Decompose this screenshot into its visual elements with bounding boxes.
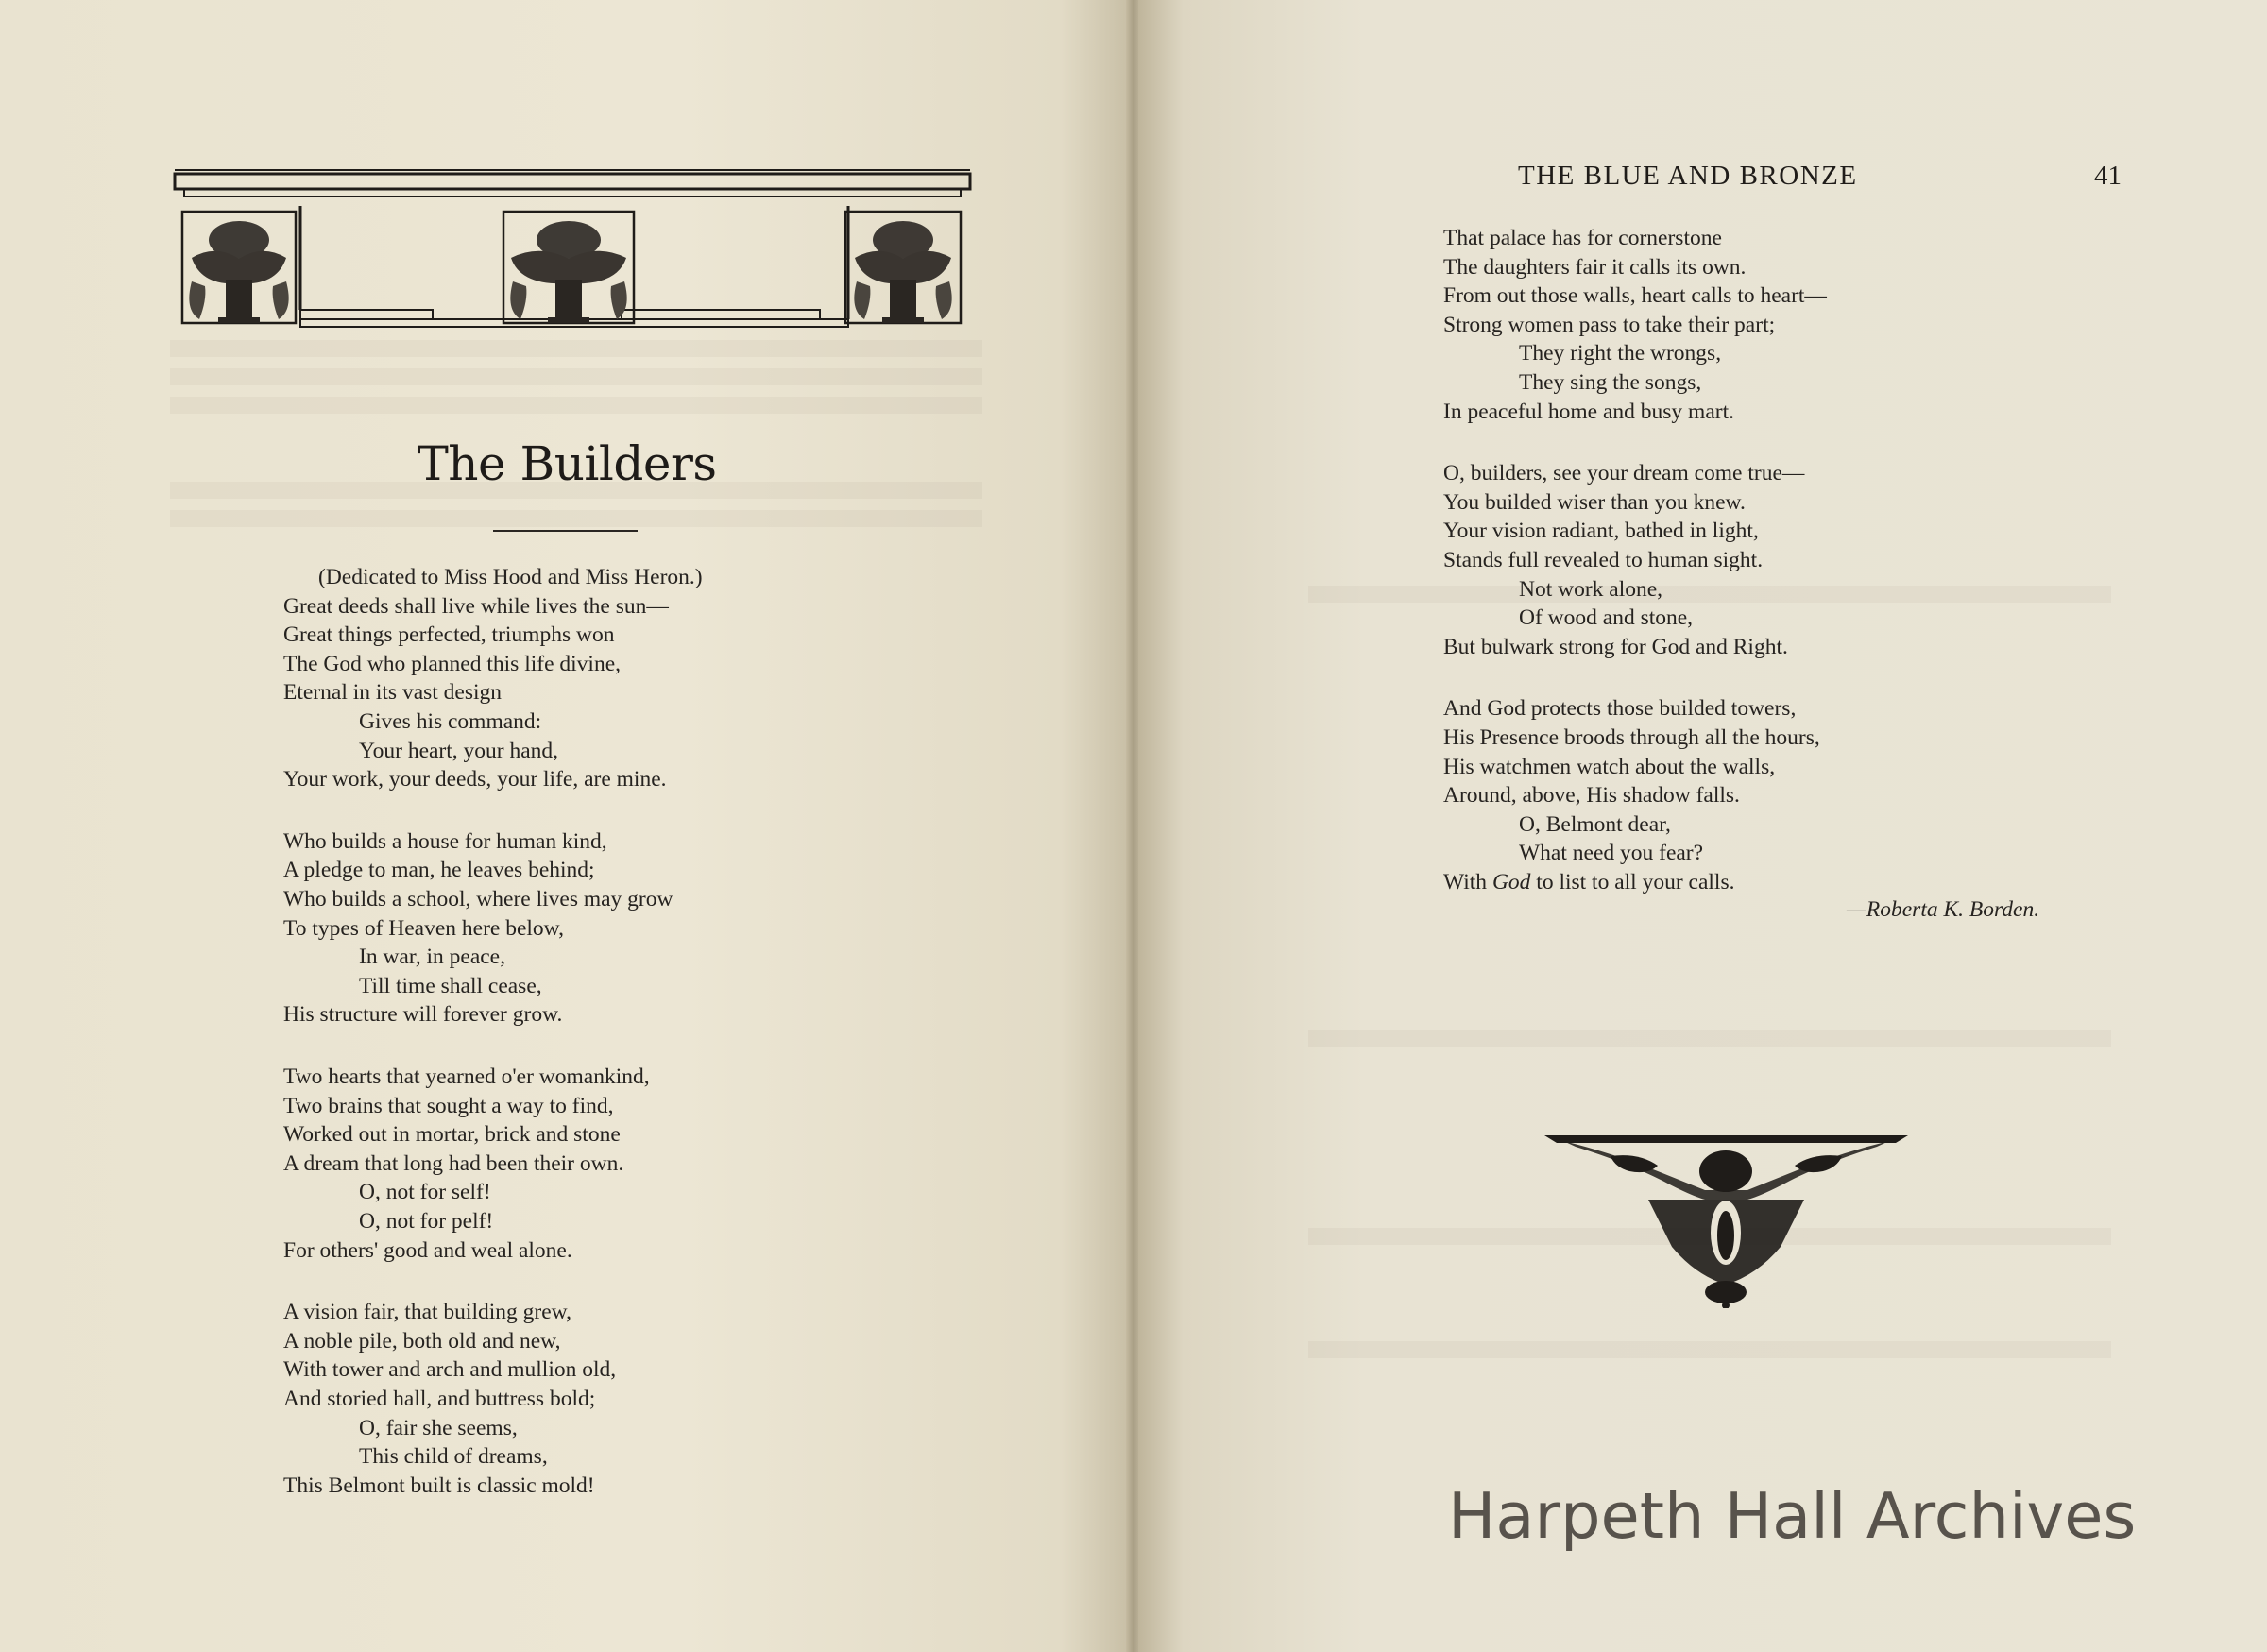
poem-line: The God who planned this life divine,: [283, 651, 621, 676]
poem-line: A dream that long had been their own.: [283, 1150, 624, 1176]
poem-line: O, not for self!: [359, 1180, 491, 1205]
poem-line: Your heart, your hand,: [359, 738, 559, 763]
poem-line: And storied hall, and buttress bold;: [283, 1387, 596, 1411]
poem-line: Two hearts that yearned o'er womankind,: [283, 1064, 650, 1089]
poem-line: With tower and arch and mullion old,: [283, 1357, 617, 1383]
poem-title: The Builders: [417, 436, 717, 491]
poem-line: And God protects those builded towers,: [1443, 696, 1797, 722]
poem-line: Who builds a school, where lives may grow: [283, 887, 673, 911]
poem-line: Great deeds shall live while lives the sun—: [283, 593, 669, 619]
poem-line: O, Belmont dear,: [1519, 811, 1671, 837]
poem-line: But bulwark strong for God and Right.: [1443, 634, 1788, 659]
poem-dedication: (Dedicated to Miss Hood and Miss Heron.): [318, 565, 703, 589]
poem-line: For others' good and weal alone.: [283, 1237, 572, 1263]
urn-ornament-right: [845, 212, 961, 323]
poem-line: What need you fear?: [1519, 841, 1704, 866]
poem-line: Of wood and stone,: [1519, 605, 1694, 631]
poem-line: Around, above, His shadow falls.: [1443, 783, 1740, 809]
poem-line: Stands full revealed to human sight.: [1443, 548, 1764, 572]
poem-line: Eternal in its vast design: [283, 680, 503, 706]
poem-line: Till time shall cease,: [359, 973, 542, 998]
page-number: 41: [2094, 161, 2122, 191]
poem-line: Great things perfected, triumphs won: [283, 622, 615, 648]
poem-line: This child of dreams,: [359, 1444, 548, 1470]
poem-line: Not work alone,: [1519, 576, 1663, 602]
line-italic-word: God: [1491, 870, 1531, 894]
poem-line: This Belmont built is classic mold!: [283, 1473, 595, 1498]
poem-signature: —Roberta K. Borden.: [1847, 897, 2040, 922]
urn-ornament-center: [503, 212, 634, 323]
line-text: to list to all your calls.: [1530, 870, 1735, 894]
poem-line: That palace has for cornerstone: [1443, 226, 1722, 250]
poem-line: His watchmen watch about the walls,: [1443, 754, 1776, 779]
poem-line: In war, in peace,: [359, 945, 505, 970]
poem-line: Two brains that sought a way to find,: [283, 1093, 614, 1118]
poem-line: Strong women pass to take their part;: [1443, 312, 1776, 337]
poem-line: Worked out in mortar, brick and stone: [283, 1122, 621, 1148]
ornamental-header-illustration: [173, 168, 972, 333]
poem-line: They sing the songs,: [1519, 370, 1702, 395]
line-text: With: [1443, 870, 1492, 894]
poem-line: Your work, your deeds, your life, are mine.: [283, 767, 667, 792]
poem-line: His structure will forever grow.: [283, 1002, 563, 1028]
poem-line: To types of Heaven here below,: [283, 915, 564, 941]
running-head: THE BLUE AND BRONZE: [1518, 161, 1858, 191]
poem-line-last: [1443, 868, 1734, 897]
left-page: [0, 0, 1129, 1652]
poem-line: A noble pile, both old and new,: [283, 1328, 561, 1354]
poem-line: Gives his command:: [359, 709, 542, 734]
poem-line: The daughters fair it calls its own.: [1443, 254, 1747, 280]
poem-line: Who builds a house for human kind,: [283, 828, 607, 854]
poem-line: O, not for pelf!: [359, 1209, 494, 1234]
tailpiece-ornament: [1544, 1133, 1908, 1308]
poem-line: They right the wrongs,: [1519, 341, 1722, 366]
urn-ornament-left: [182, 212, 296, 323]
poem-line: In peaceful home and busy mart.: [1443, 399, 1735, 424]
poem-line: A pledge to man, he leaves behind;: [283, 858, 595, 883]
archive-watermark: Harpeth Hall Archives: [1448, 1479, 2137, 1553]
poem-line: You builded wiser than you knew.: [1443, 489, 1746, 515]
poem-line: His Presence broods through all the hours,: [1443, 725, 1820, 750]
poem-line: O, fair she seems,: [359, 1415, 518, 1440]
poem-line: Your vision radiant, bathed in light,: [1443, 519, 1759, 544]
title-divider: [493, 530, 638, 532]
poem-line: From out those walls, heart calls to heart—: [1443, 283, 1827, 309]
poem-line: O, builders, see your dream come true—: [1443, 461, 1805, 486]
poem-line: A vision fair, that building grew,: [283, 1300, 571, 1325]
